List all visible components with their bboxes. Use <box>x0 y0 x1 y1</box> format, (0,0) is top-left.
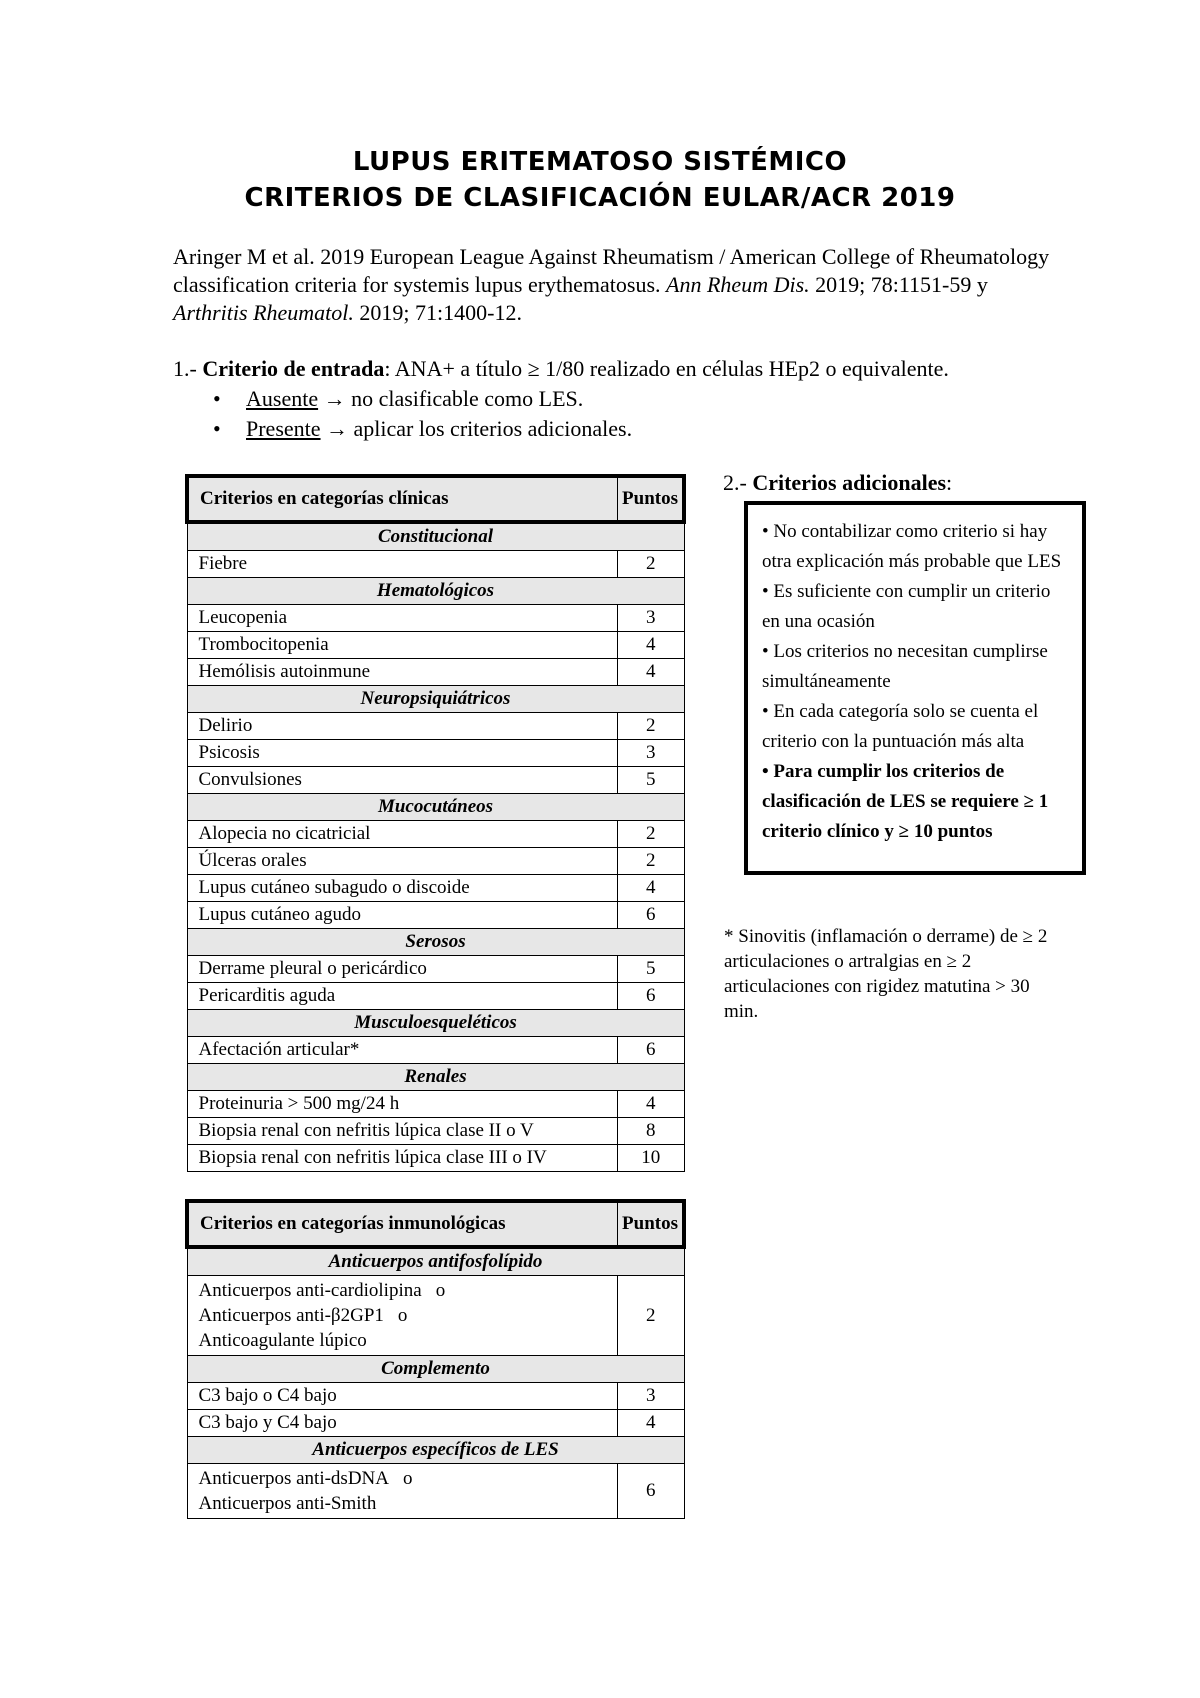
entry-bullet-list <box>213 384 632 444</box>
criterion-points: 3 <box>618 605 685 632</box>
criterion-name: Lupus cutáneo subagudo o discoide <box>187 875 618 902</box>
criterion-points: 6 <box>618 1464 685 1519</box>
category-row <box>187 522 684 551</box>
bullet-icon: • <box>762 701 774 722</box>
criterion-points: 6 <box>618 902 685 929</box>
bullet-text: → no clasificable como LES. <box>318 386 584 411</box>
criterion-points: 10 <box>618 1145 685 1172</box>
criterion-line <box>199 1411 607 1435</box>
bullet-text: → aplicar los criterios adicionales. <box>320 416 633 441</box>
category-label: Anticuerpos antifosfolípido <box>187 1247 684 1276</box>
criterion-name <box>187 1276 618 1356</box>
additional-item <box>762 517 1068 577</box>
criterion-line-text: Anticuerpos anti-β2GP1 <box>198 1305 384 1326</box>
table-row <box>187 605 684 632</box>
table-row <box>187 1145 684 1172</box>
additional-item <box>762 637 1068 697</box>
table-header-points: Puntos <box>618 476 685 522</box>
reference-citation: Aringer M et al. 2019 European League Against Rheumatism / American College of Rheumatology classification criteria for systemis lupus erythematosus. Ann Rheum Dis. 2019; 78:1151-59 y Arthritis Rheumatol. 2019; 71:1400-12. <box>173 244 1050 325</box>
entry-criterion-label: Criterio de entrada <box>202 356 385 381</box>
table-row <box>187 1091 684 1118</box>
table-row <box>187 821 684 848</box>
category-label: Neuropsiquiátricos <box>187 686 684 713</box>
category-label: Musculoesqueléticos <box>187 1010 684 1037</box>
criterion-line <box>199 1491 607 1516</box>
connector-word: o <box>397 1305 408 1326</box>
bullet-icon: • <box>762 761 774 782</box>
entry-criterion: 1.- Criterio de entrada: ANA+ a título ≥ 1/80 realizado en células HEp2 o equivalente. <box>173 356 949 381</box>
category-row <box>187 578 684 605</box>
table-row <box>187 1383 684 1410</box>
journal-name: Ann Rheum Dis. <box>666 272 810 297</box>
table-row <box>187 1410 684 1437</box>
category-row <box>187 1247 684 1276</box>
criterion-points: 2 <box>618 821 685 848</box>
criterion-line <box>199 1328 607 1353</box>
table-row <box>187 713 684 740</box>
table-row <box>187 740 684 767</box>
criterion-points: 4 <box>618 659 685 686</box>
connector-word: o <box>403 1468 413 1489</box>
criterion-name: Pericarditis aguda <box>187 983 618 1010</box>
criterion-name: Delirio <box>187 713 618 740</box>
criterion-line <box>199 1466 607 1491</box>
additional-item <box>762 757 1068 847</box>
criterion-name <box>187 1464 618 1519</box>
criterion-name: Psicosis <box>187 740 618 767</box>
criterion-name: Convulsiones <box>187 767 618 794</box>
connector-word: o <box>435 1280 446 1301</box>
category-label: Complemento <box>187 1356 684 1383</box>
additional-item-text: Los criterios no necesitan cumplirse simultáneamente <box>762 641 1048 692</box>
table-row <box>187 632 684 659</box>
criterion-name: Leucopenia <box>187 605 618 632</box>
criterion-name <box>187 1383 618 1410</box>
category-label: Constitucional <box>187 522 684 551</box>
document-subtitle: CRITERIOS DE CLASIFICACIÓN EULAR/ACR 2019 <box>244 183 956 213</box>
bullet-icon: • <box>213 386 221 411</box>
criterion-line-text: Anticuerpos anti-dsDNA <box>198 1468 389 1489</box>
criterion-name: Biopsia renal con nefritis lúpica clase III o IV <box>187 1145 618 1172</box>
table-row <box>187 659 684 686</box>
bullet-icon: • <box>762 641 774 662</box>
criterion-line <box>199 1278 607 1303</box>
table-header-row <box>187 476 684 522</box>
criterion-points: 3 <box>618 1383 685 1410</box>
category-label: Renales <box>187 1064 684 1091</box>
footnote: * Sinovitis (inflamación o derrame) de ≥ 2 articulaciones o artralgias en ≥ 2 articulaciones con rigidez matutina > 30 min. <box>724 926 1048 1022</box>
criterion-name: Úlceras orales <box>187 848 618 875</box>
additional-item-text: No contabilizar como criterio si hay otra explicación más probable que LES <box>762 521 1062 572</box>
table-row <box>187 1118 684 1145</box>
category-label: Mucocutáneos <box>187 794 684 821</box>
table-row <box>187 983 684 1010</box>
bullet-icon: • <box>762 521 774 542</box>
criterion-name: Lupus cutáneo agudo <box>187 902 618 929</box>
category-row <box>187 1437 684 1464</box>
table-row <box>187 1464 684 1519</box>
criterion-line <box>199 1384 607 1408</box>
criterion-line-text: Anticoagulante lúpico <box>198 1330 367 1351</box>
additional-criteria-box <box>744 501 1086 875</box>
category-label: Serosos <box>187 929 684 956</box>
list-item <box>213 414 632 444</box>
criterion-points: 6 <box>618 1037 685 1064</box>
category-row <box>187 1064 684 1091</box>
criterion-name: Fiebre <box>187 551 618 578</box>
bullet-icon: • <box>762 581 774 602</box>
category-row <box>187 686 684 713</box>
criterion-points: 4 <box>618 875 685 902</box>
criterion-name: Alopecia no cicatricial <box>187 821 618 848</box>
criterion-points: 4 <box>618 632 685 659</box>
table-header-criteria: Criterios en categorías clínicas <box>187 476 618 522</box>
criterion-points: 2 <box>618 713 685 740</box>
journal-name: Arthritis Rheumatol. <box>173 300 354 325</box>
additional-item-text: Para cumplir los criterios de clasificación de LES se requiere ≥ 1 criterio clínico y ≥ 10 puntos <box>762 761 1049 842</box>
table-header-points: Puntos <box>618 1201 685 1247</box>
category-label: Hematológicos <box>187 578 684 605</box>
criterion-points: 2 <box>618 848 685 875</box>
category-label: Anticuerpos específicos de LES <box>187 1437 684 1464</box>
table-row <box>187 875 684 902</box>
criterion-line-text: Anticuerpos anti-Smith <box>198 1493 377 1514</box>
criterion-points: 8 <box>618 1118 685 1145</box>
list-item <box>213 384 632 414</box>
criterion-points: 2 <box>618 1276 685 1356</box>
criterion-points: 2 <box>618 551 685 578</box>
category-row <box>187 929 684 956</box>
criterion-points: 4 <box>618 1410 685 1437</box>
criterion-points: 4 <box>618 1091 685 1118</box>
criterion-line-text: C3 bajo y C4 bajo <box>198 1412 337 1433</box>
immunological-criteria-table <box>185 1199 686 1519</box>
criterion-name: Proteinuria > 500 mg/24 h <box>187 1091 618 1118</box>
bullet-keyword: Ausente <box>246 386 319 411</box>
table-row <box>187 1276 684 1356</box>
criterion-name: Trombocitopenia <box>187 632 618 659</box>
table-row <box>187 551 684 578</box>
criterion-name <box>187 1410 618 1437</box>
criterion-line-text: C3 bajo o C4 bajo <box>198 1385 337 1406</box>
table-row <box>187 956 684 983</box>
table-row <box>187 1037 684 1064</box>
criterion-points: 5 <box>618 956 685 983</box>
table-header-criteria: Criterios en categorías inmunológicas <box>187 1201 618 1247</box>
category-row <box>187 1010 684 1037</box>
criterion-line-text: Anticuerpos anti-cardiolipina <box>198 1280 422 1301</box>
table-row <box>187 902 684 929</box>
additional-criteria-title: 2.- Criterios adicionales: <box>723 470 953 495</box>
criterion-points: 5 <box>618 767 685 794</box>
category-row <box>187 794 684 821</box>
table-row <box>187 848 684 875</box>
clinical-criteria-table <box>185 474 686 1172</box>
criterion-name: Afectación articular* <box>187 1037 618 1064</box>
table-row <box>187 767 684 794</box>
additional-item-text: Es suficiente con cumplir un criterio en una ocasión <box>762 581 1051 632</box>
document-title: LUPUS ERITEMATOSO SISTÉMICO <box>352 147 848 177</box>
bullet-icon: • <box>213 416 221 441</box>
additional-item-text: En cada categoría solo se cuenta el criterio con la puntuación más alta <box>762 701 1039 752</box>
criterion-name: Derrame pleural o pericárdico <box>187 956 618 983</box>
criterion-name: Hemólisis autoinmune <box>187 659 618 686</box>
criterion-line <box>199 1303 607 1328</box>
additional-item <box>762 577 1068 637</box>
category-row <box>187 1356 684 1383</box>
criterion-points: 6 <box>618 983 685 1010</box>
additional-item <box>762 697 1068 757</box>
criterion-name: Biopsia renal con nefritis lúpica clase II o V <box>187 1118 618 1145</box>
table-header-row <box>187 1201 684 1247</box>
criterion-points: 3 <box>618 740 685 767</box>
bullet-keyword: Presente <box>246 416 321 441</box>
